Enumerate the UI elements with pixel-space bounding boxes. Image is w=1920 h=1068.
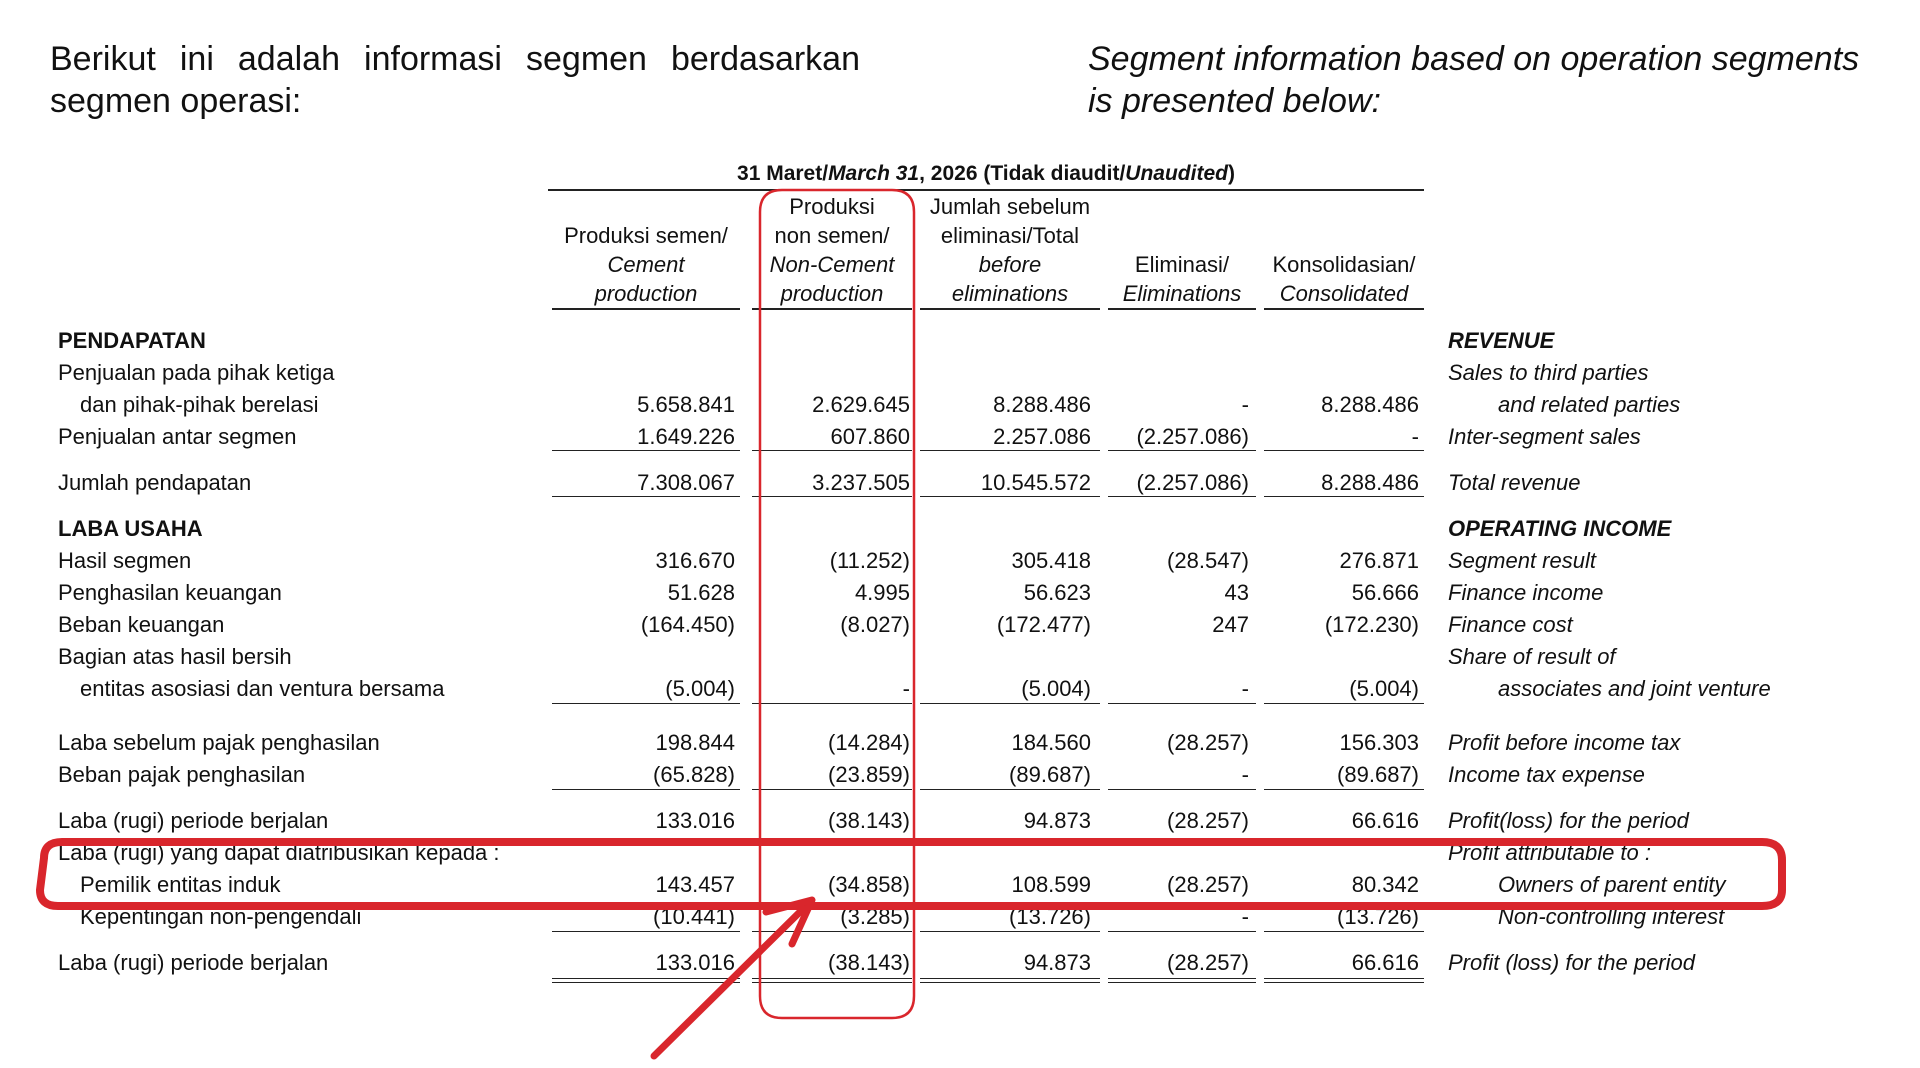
column-header-non-cement (752, 192, 912, 310)
column-header-line: Cement (607, 252, 685, 277)
cell-total-before-elim: 305.418 (1011, 548, 1091, 573)
rule-subtotal-tax (1264, 789, 1424, 790)
column-header-line: non semen/ (774, 223, 890, 248)
cell-cement: 51.628 (667, 580, 735, 605)
cell-cement: 5.658.841 (637, 392, 735, 417)
cell-total-before-elim: 94.873 (1023, 950, 1091, 975)
rule-total-revenue (920, 496, 1100, 497)
rule-subtotal-attribution (1108, 931, 1256, 932)
column-header-consolidated (1264, 192, 1424, 310)
period-part-status: , 2026 (Tidak diaudit/ (919, 162, 1126, 185)
column-header-line: eliminasi/Total (940, 223, 1080, 248)
row-label: Penjualan antar segmen (58, 424, 297, 449)
rule-subtotal-operating (920, 703, 1100, 704)
rule-subtotal-revenue (1264, 450, 1424, 451)
cell-consolidated: 276.871 (1339, 548, 1419, 573)
rule-subtotal-revenue (552, 450, 740, 451)
cell-eliminations: - (1241, 392, 1249, 417)
cell-cement: 198.844 (655, 730, 735, 755)
row-label-en: associates and joint venture (1498, 676, 1771, 701)
rule-total-revenue (1264, 496, 1424, 497)
rule-subtotal-tax (552, 789, 740, 790)
cell-cement: 133.016 (655, 808, 735, 833)
cell-non-cement: (23.859) (828, 762, 910, 787)
period-rule (548, 189, 1424, 191)
column-header-line: Non-Cement (769, 252, 895, 277)
row-label-en: REVENUE (1448, 328, 1555, 353)
rule-total-revenue (1108, 496, 1256, 497)
cell-cement: 316.670 (655, 548, 735, 573)
rule-subtotal-operating (1264, 703, 1424, 704)
cell-cement: (5.004) (665, 676, 735, 701)
intro-english: Segment information based on operation segments is presented below: (1088, 40, 1860, 120)
row-label-en: Finance income (1448, 580, 1604, 605)
cell-non-cement: (11.252) (829, 548, 910, 573)
column-header-line: production (780, 281, 884, 306)
rule-subtotal-tax (920, 789, 1100, 790)
table-row (0, 421, 1920, 453)
rule-subtotal-operating (1108, 703, 1256, 704)
rule-subtotal-attribution (552, 931, 740, 932)
cell-total-before-elim: 108.599 (1011, 872, 1091, 897)
row-label-en: Income tax expense (1448, 762, 1645, 787)
rule-grand-total (552, 978, 740, 983)
row-label-en: Profit(loss) for the period (1448, 808, 1689, 833)
row-label: Penjualan pada pihak ketiga (58, 360, 335, 385)
table-row (0, 837, 1920, 869)
cell-consolidated: (13.726) (1337, 904, 1419, 929)
cell-cement: (65.828) (653, 762, 735, 787)
table-row (0, 357, 1920, 389)
rule-subtotal-tax (752, 789, 912, 790)
row-label: Kepentingan non-pengendali (80, 904, 362, 929)
cell-non-cement: (38.143) (828, 950, 910, 975)
rule-grand-total (1108, 978, 1256, 983)
row-label-en: Sales to third parties (1448, 360, 1649, 385)
table-row (0, 641, 1920, 673)
cell-total-before-elim: 10.545.572 (980, 470, 1091, 495)
column-header-line: eliminations (951, 281, 1069, 306)
cell-total-before-elim: 56.623 (1023, 580, 1091, 605)
row-label-en: Profit before income tax (1448, 730, 1681, 755)
row-label: Laba sebelum pajak penghasilan (58, 730, 380, 755)
cell-consolidated: 56.666 (1351, 580, 1419, 605)
row-label-en: Segment result (1448, 548, 1596, 573)
table-row (0, 545, 1920, 577)
cell-non-cement: 4.995 (854, 580, 910, 605)
cell-non-cement: (38.143) (828, 808, 910, 833)
rule-subtotal-operating (552, 703, 740, 704)
column-header-cement (552, 192, 740, 310)
rule-subtotal-revenue (920, 450, 1100, 451)
cell-total-before-elim: 184.560 (1011, 730, 1091, 755)
period-header (548, 162, 1424, 186)
cell-eliminations: (2.257.086) (1136, 424, 1249, 449)
column-header-line: production (594, 281, 698, 306)
cell-eliminations: - (1241, 762, 1249, 787)
cell-cement: 133.016 (655, 950, 735, 975)
rule-total-revenue (752, 496, 912, 497)
rule-subtotal-attribution (920, 931, 1100, 932)
table-row (0, 577, 1920, 609)
cell-eliminations: - (1241, 676, 1249, 701)
table-row (0, 727, 1920, 759)
column-header-eliminations (1108, 192, 1256, 310)
column-header-line: Produksi semen/ (564, 223, 728, 248)
cell-eliminations: (28.257) (1167, 730, 1249, 755)
cell-eliminations: (2.257.086) (1136, 470, 1249, 495)
rule-subtotal-operating (752, 703, 912, 704)
cell-non-cement: 2.629.645 (812, 392, 910, 417)
row-label-en: OPERATING INCOME (1448, 516, 1672, 541)
cell-non-cement: - (902, 676, 910, 701)
cell-non-cement: (14.284) (828, 730, 910, 755)
column-header-line: Eliminations (1122, 281, 1242, 306)
row-label-en: Profit attributable to : (1448, 840, 1651, 865)
row-label: Bagian atas hasil bersih (58, 644, 292, 669)
rule-subtotal-attribution (1264, 931, 1424, 932)
row-label-en: Share of result of (1448, 644, 1616, 669)
row-label: Hasil segmen (58, 548, 192, 573)
rule-subtotal-tax (1108, 789, 1256, 790)
row-label-en: Non-controlling interest (1498, 904, 1725, 929)
cell-non-cement: 3.237.505 (812, 470, 910, 495)
cell-eliminations: 247 (1212, 612, 1249, 637)
column-header-line: Konsolidasian/ (1272, 252, 1416, 277)
cell-total-before-elim: 8.288.486 (993, 392, 1091, 417)
cell-cement: (10.441) (653, 904, 735, 929)
column-header-line: Produksi (789, 194, 875, 219)
row-label: Laba (rugi) periode berjalan (58, 808, 329, 833)
cell-cement: 7.308.067 (637, 470, 735, 495)
table-row (0, 609, 1920, 641)
column-header-line: before (978, 252, 1042, 277)
row-label-en: Owners of parent entity (1498, 872, 1726, 897)
period-part-date: 31 Maret/ (737, 162, 829, 185)
column-header-line: Jumlah sebelum (929, 194, 1091, 219)
row-label: Pemilik entitas induk (80, 872, 281, 897)
cell-total-before-elim: 2.257.086 (993, 424, 1091, 449)
table-row (0, 901, 1920, 933)
row-label: dan pihak-pihak berelasi (80, 392, 319, 417)
table-row (0, 805, 1920, 837)
table-row (0, 759, 1920, 791)
row-label: Laba (rugi) yang dapat diatribusikan kepada : (58, 840, 500, 865)
column-header-total-before-elim (920, 192, 1100, 310)
cell-eliminations: 43 (1224, 580, 1249, 605)
row-label-en: and related parties (1498, 392, 1681, 417)
cell-non-cement: (34.858) (828, 872, 910, 897)
table-row (0, 325, 1920, 357)
cell-cement: 1.649.226 (637, 424, 735, 449)
cell-total-before-elim: (13.726) (1009, 904, 1091, 929)
period-part-status-en: Unaudited (1125, 162, 1228, 185)
cell-consolidated: 8.288.486 (1321, 470, 1419, 495)
cell-eliminations: - (1241, 904, 1249, 929)
cell-consolidated: 66.616 (1351, 950, 1419, 975)
cell-consolidated: 8.288.486 (1321, 392, 1419, 417)
row-label: LABA USAHA (58, 516, 203, 541)
table-row (0, 513, 1920, 545)
cell-eliminations: (28.257) (1167, 872, 1249, 897)
rule-grand-total (1264, 978, 1424, 983)
rule-subtotal-revenue (1108, 450, 1256, 451)
rule-subtotal-revenue (752, 450, 912, 451)
cell-consolidated: 80.342 (1351, 872, 1419, 897)
row-label: Laba (rugi) periode berjalan (58, 950, 329, 975)
cell-eliminations: (28.257) (1167, 808, 1249, 833)
cell-consolidated: 156.303 (1339, 730, 1419, 755)
row-label: PENDAPATAN (58, 328, 206, 353)
cell-cement: 143.457 (655, 872, 735, 897)
table-row (0, 869, 1920, 901)
row-label-en: Finance cost (1448, 612, 1573, 637)
cell-consolidated: (89.687) (1337, 762, 1419, 787)
row-label-en: Inter-segment sales (1448, 424, 1641, 449)
table-row (0, 467, 1920, 499)
period-part-close: ) (1227, 162, 1235, 185)
cell-eliminations: (28.547) (1167, 548, 1249, 573)
table-row (0, 673, 1920, 705)
row-label-en: Profit (loss) for the period (1448, 950, 1695, 975)
cell-cement: (164.450) (640, 612, 735, 637)
column-header-line: Eliminasi/ (1134, 252, 1230, 277)
period-part-date-en: March 31 (828, 162, 920, 185)
rule-subtotal-attribution (752, 931, 912, 932)
rule-total-revenue (552, 496, 740, 497)
rule-grand-total (920, 978, 1100, 983)
row-label: Beban keuangan (58, 612, 225, 637)
table-row (0, 389, 1920, 421)
cell-consolidated: (172.230) (1324, 612, 1419, 637)
rule-grand-total (752, 978, 912, 983)
cell-non-cement: 607.860 (830, 424, 910, 449)
cell-consolidated: - (1411, 424, 1419, 449)
cell-consolidated: (5.004) (1349, 676, 1419, 701)
cell-total-before-elim: 94.873 (1023, 808, 1091, 833)
row-label-en: Total revenue (1448, 470, 1581, 495)
cell-non-cement: (8.027) (840, 612, 910, 637)
intro-indonesian: Berikut ini adalah informasi segmen berdasarkan segmen operasi: (50, 40, 860, 120)
cell-non-cement: (3.285) (840, 904, 910, 929)
row-label: Jumlah pendapatan (58, 470, 252, 495)
cell-total-before-elim: (172.477) (996, 612, 1091, 637)
table-row (0, 947, 1920, 979)
row-label: Penghasilan keuangan (58, 580, 282, 605)
cell-consolidated: 66.616 (1351, 808, 1419, 833)
row-label: Beban pajak penghasilan (58, 762, 306, 787)
cell-total-before-elim: (89.687) (1009, 762, 1091, 787)
column-header-line: Consolidated (1279, 281, 1409, 306)
cell-total-before-elim: (5.004) (1021, 676, 1091, 701)
row-label: entitas asosiasi dan ventura bersama (80, 676, 445, 701)
cell-eliminations: (28.257) (1167, 950, 1249, 975)
